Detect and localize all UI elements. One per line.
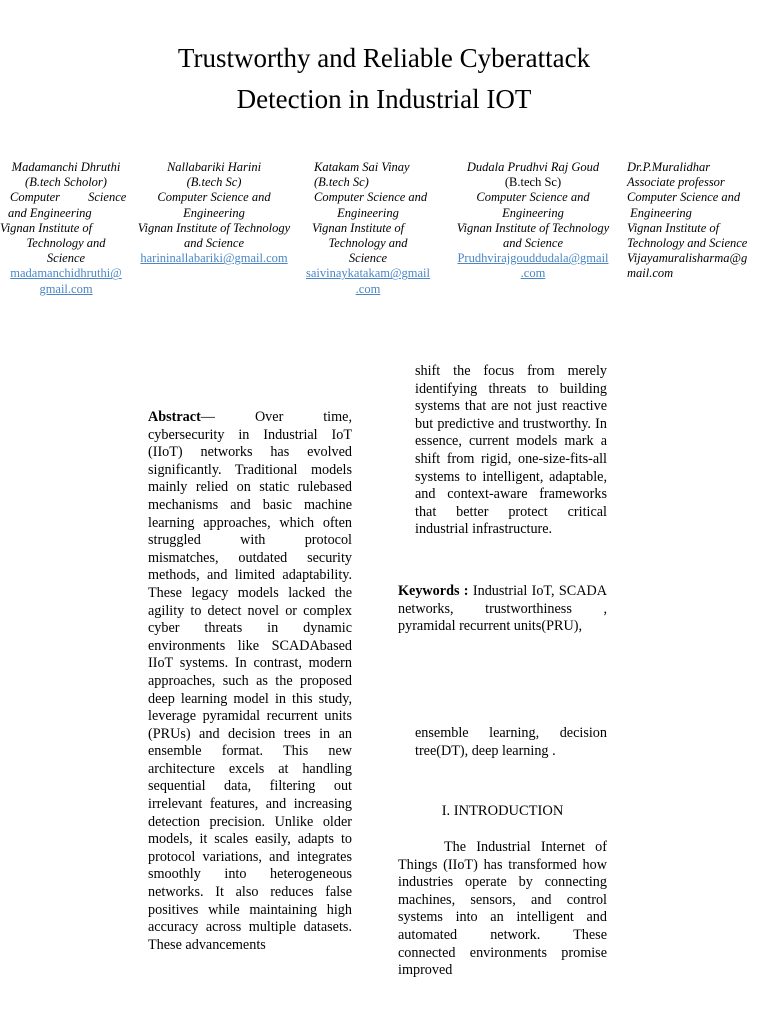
author-role: (B.tech Scholor): [25, 175, 107, 190]
keywords-continued-text: ensemble learning, decision tree(DT), deep learning .: [415, 725, 607, 759]
author-email-link-cont[interactable]: .com: [520, 266, 546, 281]
author-department: Computer Science: [10, 190, 127, 205]
author-block-1: [0, 160, 132, 297]
abstract-dash: —: [200, 409, 215, 425]
author-institution: Vignan Institute of Technology: [456, 220, 610, 235]
author-department-cont: Engineering: [627, 205, 692, 220]
introduction-section: [398, 839, 607, 980]
keywords-section: [398, 583, 607, 636]
keywords-continued: [415, 725, 607, 760]
author-institution-cont: Technology and: [328, 236, 408, 251]
author-block-2: [130, 160, 298, 266]
author-name: Katakam Sai Vinay: [314, 160, 410, 174]
author-department: Computer Science and: [476, 190, 590, 205]
author-email-link[interactable]: Prudhvirajgouddudala@gmail: [457, 251, 609, 266]
author-department: Computer Science and: [314, 190, 428, 205]
author-email-link[interactable]: saivinaykatakam@gmail: [306, 266, 430, 281]
author-institution: Vignan Institute of Technology: [137, 220, 291, 235]
abstract-label: Abstract: [148, 409, 201, 425]
author-role: (B.tech Sc): [186, 175, 242, 190]
abstract-section: [148, 409, 352, 989]
author-block-3: [302, 160, 434, 297]
author-email: Vijayamuralisharma@g: [627, 251, 748, 266]
author-name: Madamanchi Dhruthi: [11, 160, 121, 174]
author-department-cont: Engineering: [337, 205, 399, 220]
author-department: Computer Science and: [627, 190, 741, 205]
abstract-continued: [415, 363, 607, 539]
author-department-cont: and Engineering: [8, 205, 92, 220]
author-role: (B.tech Sc): [504, 175, 562, 190]
author-institution-cont: and Science: [502, 236, 564, 251]
author-email-link[interactable]: madamanchidhruthi@: [10, 266, 122, 281]
author-email-link[interactable]: harininallabariki@gmail.com: [140, 251, 288, 266]
author-department-cont: Engineering: [502, 205, 564, 220]
author-name: Dudala Prudhvi Raj Goud: [466, 160, 600, 174]
author-role: Associate professor: [627, 175, 725, 190]
abstract-paragraph: [148, 409, 352, 954]
author-name: Nallabariki Harini: [166, 160, 262, 174]
paper-title: [0, 38, 768, 120]
author-department-cont: Engineering: [183, 205, 245, 220]
introduction-paragraph: The Industrial Internet of Things (IIoT) has transformed how industries operate by connecting machines, sensors, and control systems into an intelligent and automated network. These connected environments promise improved: [398, 839, 607, 979]
author-email-link-cont[interactable]: .com: [355, 281, 381, 296]
author-institution-cont: Science: [348, 251, 388, 266]
section-heading-introduction: I. INTRODUCTION: [441, 803, 564, 819]
title-line-2: Detection in Industrial IOT: [236, 84, 532, 114]
author-name: Dr.P.Muralidhar: [627, 160, 711, 174]
author-institution: Vignan Institute of: [312, 220, 405, 235]
keywords-paragraph: [398, 583, 607, 636]
author-institution: Vignan Institute of: [627, 220, 720, 235]
author-institution-cont: Technology and: [26, 236, 106, 251]
author-block-5: [627, 160, 767, 282]
abstract-continued-text: shift the focus from merely identifying threats to building systems that are not just reactive but predictive and trustworthy. In essence, current models mark a shift from rigid, one-size-fits-all systems to intelligent, adaptable, and context-aware frameworks that better protect critical industrial infrastructure.: [415, 363, 607, 538]
keywords-text: Industrial IoT, SCADA networks, trustworthiness , pyramidal recurrent units(PRU),: [398, 583, 607, 635]
author-department: Computer Science and: [157, 190, 271, 205]
author-institution-cont: and Science: [183, 236, 245, 251]
keywords-label: Keywords :: [398, 583, 469, 599]
title-line-1: Trustworthy and Reliable Cyberattack: [177, 43, 591, 73]
abstract-text: Over time, cybersecurity in Industrial IoT (IIoT) networks has evolved significantly. Traditional models mainly relied on static rulebased mechanisms and basic machine learning approaches, which often struggled with protocol mismatches, outdated security methods, and limited adaptability. These legacy models lacked the agility to detect novel or complex cyber threats in dynamic environments like SCADAbased IIoT systems. In contrast, modern approaches, such as the proposed deep learning model in this study, leverage pyramidal recurrent units (PRUs) and decision trees in an ensemble format. This new architecture excels at handling sequential data, filtering out irrelevant features, and increasing detection precision. Unlike older models, it scales easily, adapts to protocol variations, and integrates smoothly into heterogeneous networks. It also reduces false positives while maintaining high accuracy across multiple datasets. These advancements: [148, 409, 352, 953]
author-role: (B.tech Sc): [314, 175, 369, 190]
author-institution: Vignan Institute of: [0, 220, 93, 235]
author-email-link-cont[interactable]: gmail.com: [39, 281, 93, 296]
author-institution-cont: Science: [46, 251, 86, 266]
author-email-cont: mail.com: [627, 266, 674, 281]
author-block-4: [438, 160, 628, 282]
author-institution-cont: Technology and Science: [627, 236, 748, 251]
